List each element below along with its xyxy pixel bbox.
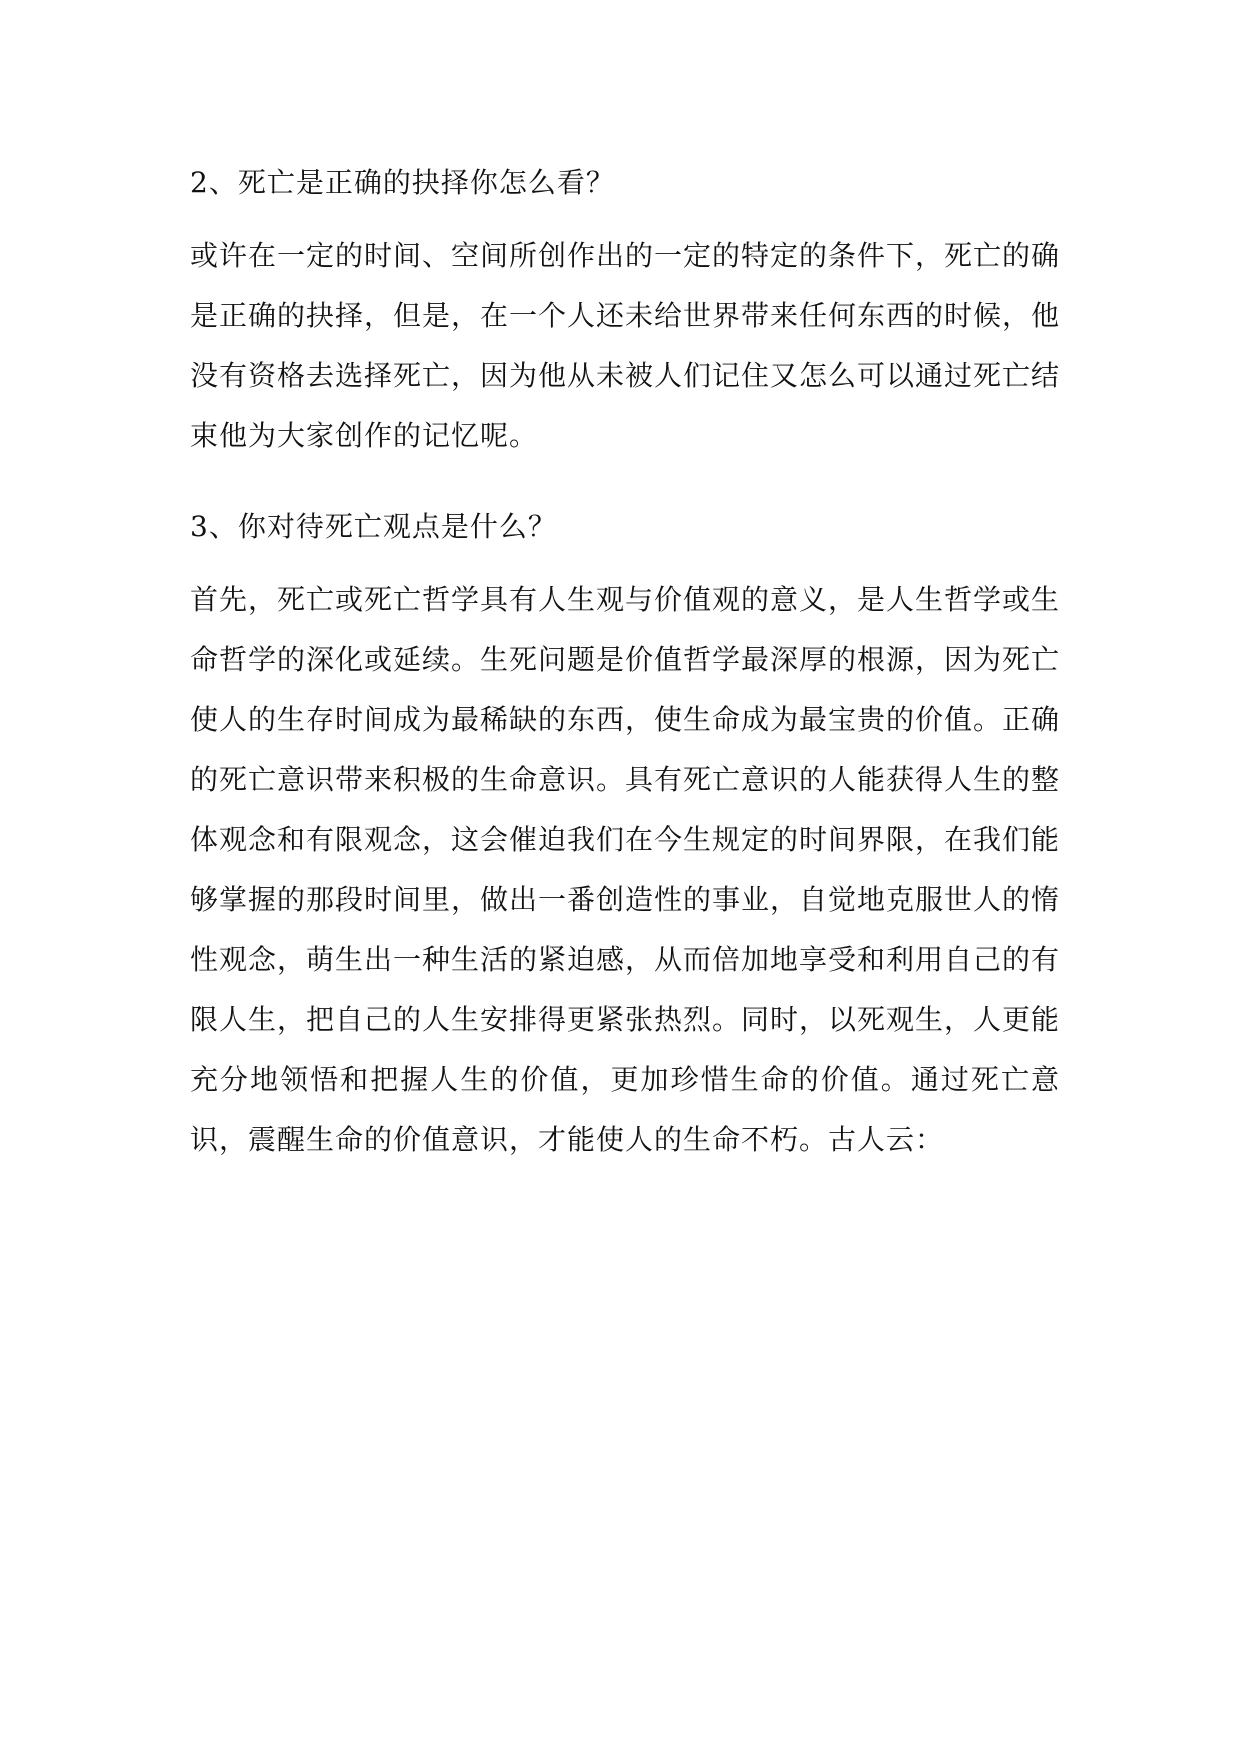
section-heading: 3、你对待死亡观点是什么？ bbox=[190, 510, 557, 543]
section-question-3 bbox=[190, 509, 1060, 1170]
document-page bbox=[190, 165, 1060, 1170]
section-body: 首先，死亡或死亡哲学具有人生观与价值观的意义，是人生哲学或生命哲学的深化或延续。生死问题是价值哲学最深厚的根源，因为死亡使人的生存时间成为最稀缺的东西，使生命成为最宝贵的价值。正确的死亡意识带来积极的生命意识。具有死亡意识的人能获得人生的整体观念和有限观念，这会催迫我们在今生规定的时间界限，在我们能够掌握的那段时间里，做出一番创造性的事业，自觉地克服世人的惰性观念，萌生出一种生活的紧迫感，从而倍加地享受和利用自己的有限人生，把自己的人生安排得更紧张热烈。同时，以死观生，人更能充分地领悟和把握人生的价值，更加珍惜生命的价值。通过死亡意识，震醒生命的价值意识，才能使人的生命不朽。古人云： bbox=[190, 583, 1061, 1156]
section-heading: 2、死亡是正确的抉择你怎么看？ bbox=[190, 166, 615, 199]
section-question-2 bbox=[190, 165, 1060, 466]
section-body: 或许在一定的时间、空间所创作出的一定的特定的条件下，死亡的确是正确的抉择，但是，在一个人还未给世界带来任何东西的时候，他没有资格去选择死亡，因为他从未被人们记住又怎么可以通过死亡结束他为大家创作的记忆呢。 bbox=[190, 239, 1061, 452]
